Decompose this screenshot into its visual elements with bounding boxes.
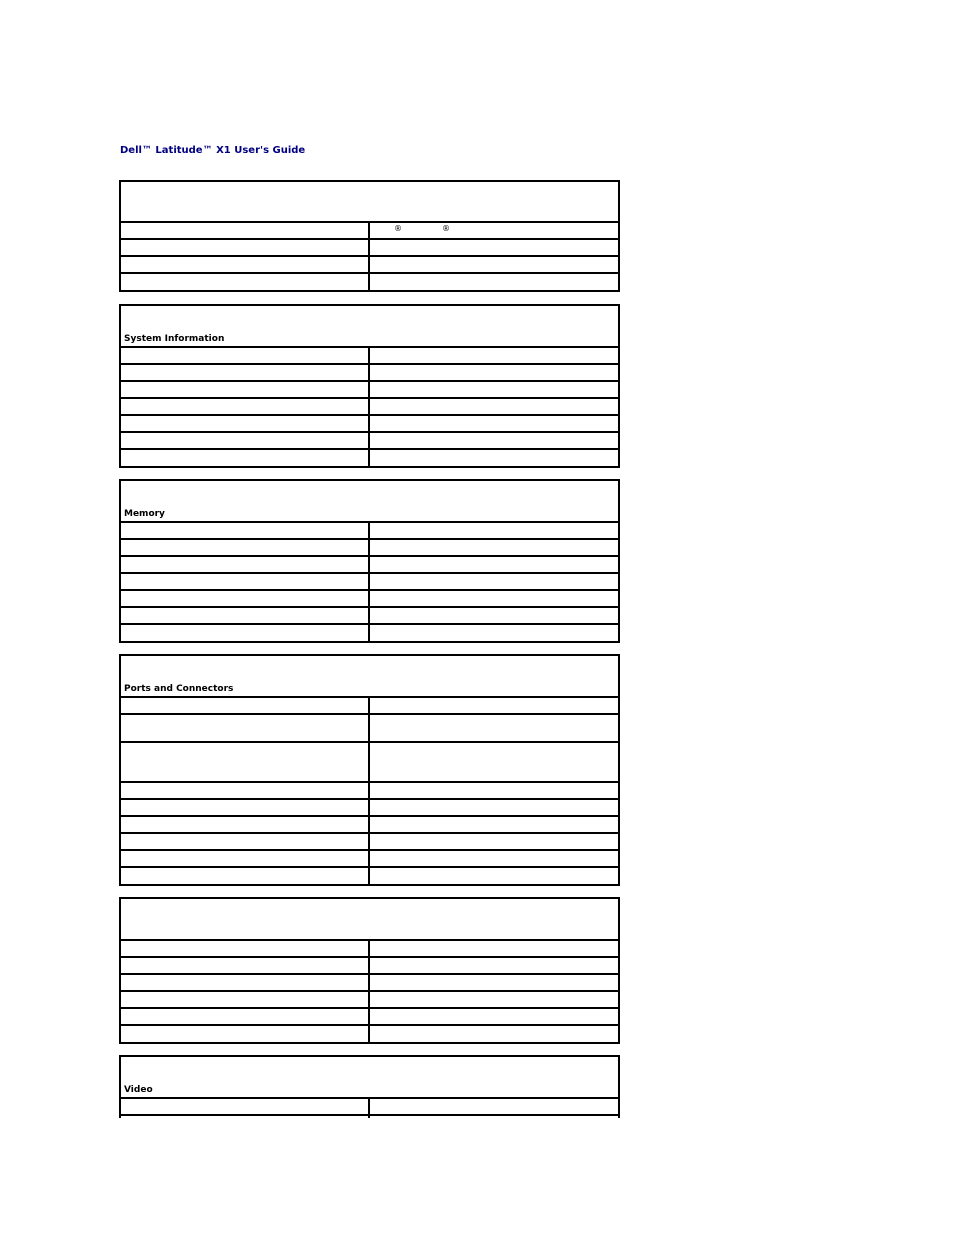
spec-value-cell [370,433,618,448]
spec-value-cell [370,834,618,849]
spec-value-cell [370,365,618,380]
table-row [121,240,618,257]
table-header-label: System Information [124,334,225,344]
registered-mark: ® [442,224,450,233]
spec-label-cell [121,743,370,781]
spec-label-cell [121,941,370,956]
spec-label-cell [121,274,370,290]
table-header-label: Ports and Connectors [124,684,234,694]
spec-value-cell [370,257,618,272]
table-header [121,481,618,523]
table-row [121,382,618,399]
table-header [121,182,618,223]
spec-value-cell [370,540,618,555]
table-row [121,851,618,868]
guide-title-link[interactable]: Dell™ Latitude™ X1 User's Guide [120,145,306,156]
spec-label-cell [121,958,370,973]
spec-value-cell [370,743,618,781]
table-row [121,868,618,884]
spec-value-cell [370,450,618,466]
spec-label-cell [121,1099,370,1114]
spec-label-cell [121,240,370,255]
spec-label-cell [121,591,370,606]
spec-value-cell [370,591,618,606]
spec-label-cell [121,834,370,849]
spec-label-cell [121,416,370,431]
table-row [121,399,618,416]
spec-label-cell [121,698,370,713]
spec-label-cell [121,625,370,641]
spec-label-cell [121,365,370,380]
table-header [121,306,618,348]
spec-value-cell [370,382,618,397]
table-row [121,1116,618,1118]
spec-label-cell [121,1009,370,1024]
spec-label-cell [121,1116,370,1118]
spec-label-cell [121,992,370,1007]
table-header [121,1057,618,1099]
table-row [121,958,618,975]
memory-table [119,479,620,643]
table-row [121,715,618,743]
table-row [121,975,618,992]
spec-value-cell [370,975,618,990]
spec-value-cell [370,1099,618,1114]
table-row [121,557,618,574]
spec-label-cell [121,975,370,990]
spec-value-cell [370,399,618,414]
processor-spec-table [119,180,620,292]
video-table [119,1055,620,1118]
spec-label-cell [121,450,370,466]
table-header [121,656,618,698]
table-row [121,817,618,834]
spec-value-cell [370,574,618,589]
system-information-table [119,304,620,468]
table-row [121,365,618,382]
spec-label-cell [121,348,370,363]
spec-label-cell [121,715,370,741]
spec-label-cell [121,540,370,555]
spec-value-cell [370,523,618,538]
spec-value-cell [370,240,618,255]
spec-label-cell [121,399,370,414]
spec-value-cell [370,348,618,363]
spec-label-cell [121,783,370,798]
table-row [121,992,618,1009]
spec-value-cell [370,416,618,431]
spec-value-cell [370,817,618,832]
table-row [121,450,618,466]
table-row [121,574,618,591]
spec-value-cell [370,715,618,741]
registered-mark: ® [394,224,402,233]
spec-label-cell [121,257,370,272]
table-header-label: Video [124,1085,153,1095]
spec-label-cell [121,574,370,589]
table-row [121,1009,618,1026]
spec-value-cell [370,1116,618,1118]
table-row [121,540,618,557]
table-row [121,591,618,608]
table-row [121,834,618,851]
spec-value-cell [370,274,618,290]
spec-label-cell [121,817,370,832]
spec-value-cell [370,958,618,973]
spec-value-cell [370,992,618,1007]
table-header [121,899,618,941]
spec-label-cell [121,223,370,238]
table-row [121,1026,618,1042]
table-row [121,523,618,540]
spec-value-cell [370,783,618,798]
spec-value-cell [370,698,618,713]
spec-label-cell [121,851,370,866]
spec-value-cell [370,868,618,884]
spec-value-cell [370,800,618,815]
table-row [121,416,618,433]
spec-label-cell [121,557,370,572]
spec-value-cell [370,941,618,956]
spec-label-cell [121,868,370,884]
spec-label-cell [121,523,370,538]
spec-value-cell [370,557,618,572]
table-row [121,348,618,365]
spec-value-cell [370,1009,618,1024]
spec-value-cell [370,1026,618,1042]
ports-and-connectors-table [119,654,620,886]
spec-label-cell [121,1026,370,1042]
spec-value-cell [370,625,618,641]
spec-label-cell [121,382,370,397]
spec-value-cell [370,223,618,238]
spec-label-cell [121,608,370,623]
table-row [121,274,618,290]
table-row [121,433,618,450]
table-row [121,608,618,625]
spec-label-cell [121,800,370,815]
table-header-label: Memory [124,509,165,519]
table-row [121,223,618,240]
spec-label-cell [121,433,370,448]
table-row [121,1099,618,1116]
spec-value-cell [370,608,618,623]
spec-value-cell [370,851,618,866]
table-row [121,625,618,641]
table-row [121,941,618,958]
table-row [121,743,618,783]
table-row [121,800,618,817]
untitled-spec-table [119,897,620,1044]
table-row [121,257,618,274]
table-row [121,783,618,800]
table-row [121,698,618,715]
